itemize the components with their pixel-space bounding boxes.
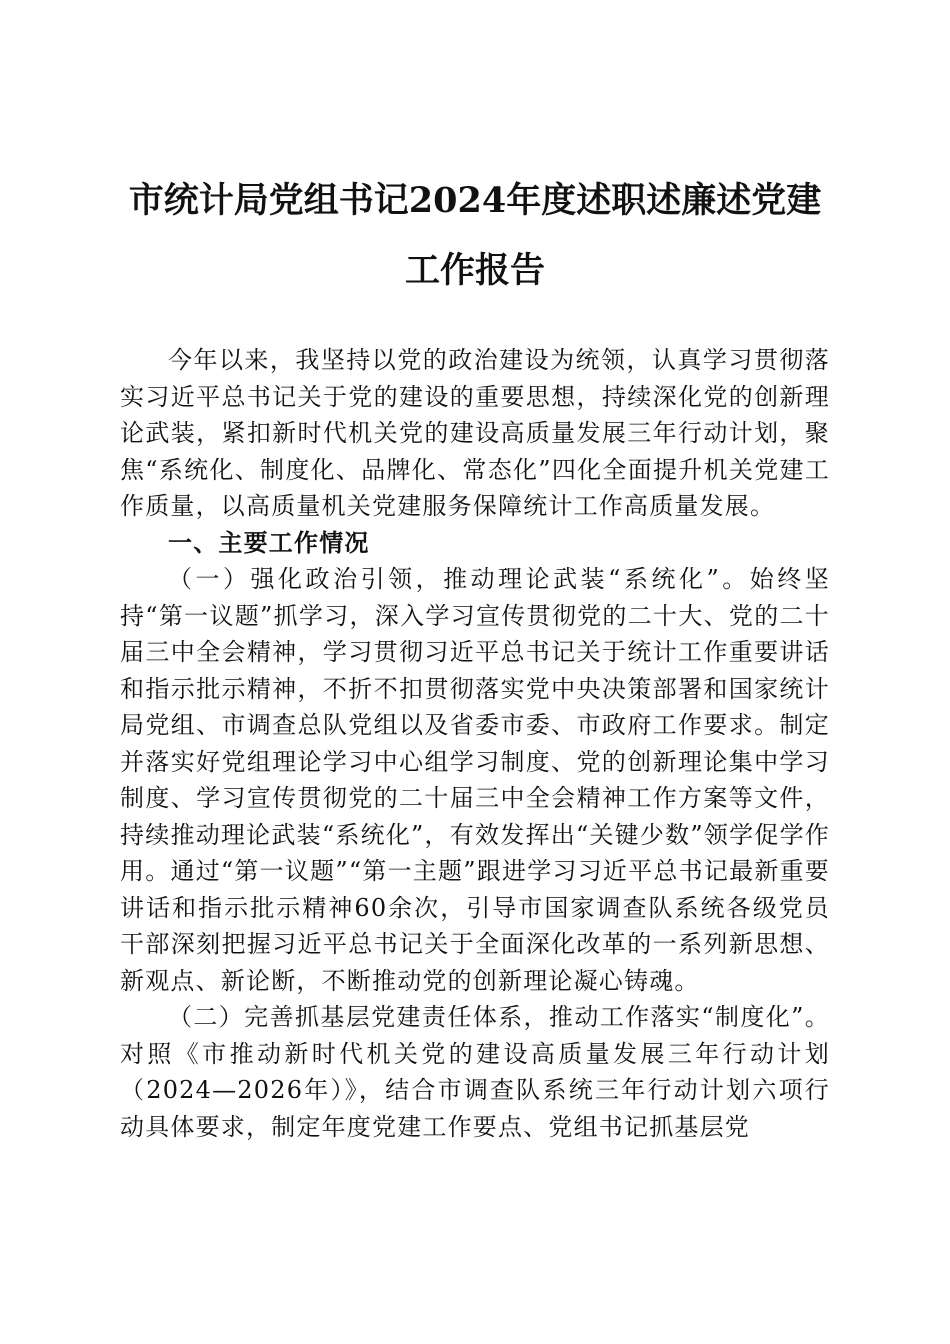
- title-spacer: [120, 306, 830, 342]
- paragraph-2: （二）完善抓基层党建责任体系，推动工作落实“制度化”。对照《市推动新时代机关党的建设高质量发展三年行动计划（2024—2026年）》，结合市调查队系统三年行动计划六项行动具体要求，制定年度党建工作要点、党组书记抓基层党: [120, 1003, 830, 1141]
- document-page: [120, 166, 830, 1145]
- intro-paragraph: 今年以来，我坚持以党的政治建设为统领，认真学习贯彻落实习近平总书记关于党的建设的重要思想，持续深化党的创新理论武装，紧扣新时代机关党的建设高质量发展三年行动计划，聚焦“系统化、制度化、品牌化、常态化”四化全面提升机关党建工作质量，以高质量机关党建服务保障统计工作高质量发展。: [120, 346, 830, 520]
- section-heading-1: 一、主要工作情况: [168, 528, 370, 557]
- paragraph-1: （一）强化政治引领，推动理论武装“系统化”。始终坚持“第一议题”抓学习，深入学习宣传贯彻党的二十大、党的二十届三中全会精神，学习贯彻习近平总书记关于统计工作重要讲话和指示批示精神，不折不扣贯彻落实党中央决策部署和国家统计局党组、市调查总队党组以及省委市委、市政府工作要求。制定并落实好党组理论学习中心组学习制度、党的创新理论集中学习制度、学习宣传贯彻党的二十届三中全会精神工作方案等文件，持续推动理论武装“系统化”，有效发挥出“关键少数”领学促学作用。通过“第一议题”“第一主题”跟进学习习近平总书记最新重要讲话和指示批示精神60余次，引导市国家调查队系统各级党员干部深刻把握习近平总书记关于全面深化改革的一系列新思想、新观点、新论断，不断推动党的创新理论凝心铸魂。: [120, 565, 830, 995]
- document-title-line-1: 市统计局党组书记2024年度述职述廉述党建: [128, 180, 822, 221]
- document-title-line-2: 工作报告: [404, 250, 545, 291]
